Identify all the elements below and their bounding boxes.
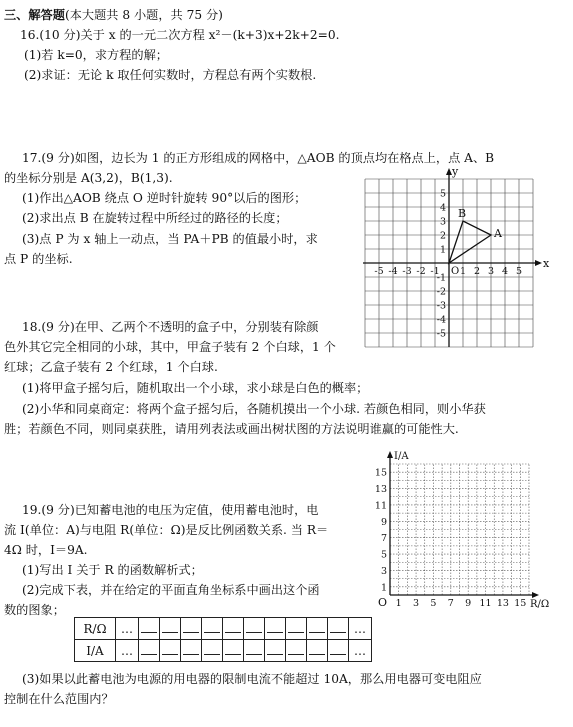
table-blank-cell[interactable] [328, 618, 349, 640]
table-blank-cell[interactable] [181, 640, 202, 662]
y-tick-label: -1 [436, 272, 446, 284]
q17-line4: (2)求出点 B 在旋转过程中所经过的路径的长度； [22, 211, 288, 225]
q19-y-axis-label: I/A [394, 451, 409, 462]
table-blank-cell[interactable] [328, 640, 349, 662]
table-blank-cell[interactable] [223, 618, 244, 640]
y-tick-label: 4 [439, 202, 446, 214]
triangle-aob [449, 221, 491, 263]
q19-x-axis-label: R/Ω [530, 599, 550, 610]
x-tick-label: 1 [459, 266, 467, 277]
y-tick-label: 7 [380, 533, 387, 545]
x-axis-arrow [535, 260, 542, 266]
table-ellipsis: … [116, 640, 139, 662]
table-ellipsis: … [116, 618, 139, 640]
q19-line8: 控制在什么范围内？ [4, 692, 114, 706]
x-tick-label: 9 [465, 598, 472, 609]
y-axis-arrow [387, 451, 393, 458]
q16-line3: (2)求证：无论 k 取任何实数时，方程总有两个实数根. [24, 68, 317, 82]
x-tick-label: 13 [496, 598, 509, 609]
section-note: (本大题共 8 小题，共 75 分) [64, 8, 223, 22]
q19-grid [390, 464, 529, 595]
x-tick-label: 5 [515, 266, 523, 277]
x-tick-label: -2 [416, 266, 426, 277]
q17-line5: (3)点 P 为 x 轴上一动点，当 PA＋PB 的值最小时，求 [22, 232, 318, 246]
y-tick-label: 3 [439, 216, 446, 228]
q19-line2: 流 I(单位：A)与电阻 R(单位：Ω)是反比例函数关系. 当 R＝ [4, 523, 329, 537]
q17-line1: 17.(9 分)如图，边长为 1 的正方形组成的网格中，△AOB 的顶点均在格点上，点 A、B [22, 151, 495, 165]
table-blank-cell[interactable] [223, 640, 244, 662]
y-tick-label: 1 [439, 244, 446, 256]
table-blank-cell[interactable] [286, 618, 307, 640]
q17-line2: 的坐标分别是 A(3,2)，B(1,3). [4, 171, 173, 185]
q19-axes [387, 451, 539, 598]
table-blank-cell[interactable] [160, 640, 181, 662]
q19-line3: 4Ω 时，I＝9A. [4, 543, 88, 557]
x-tick-label: 2 [473, 266, 481, 277]
x-tick-label: -5 [374, 266, 384, 277]
q17-origin-label: O [451, 266, 460, 277]
y-tick-label: 1 [380, 582, 387, 594]
x-tick-label: 3 [487, 266, 495, 277]
x-tick-label: 15 [514, 598, 527, 609]
q18-line3: 红球；乙盒子装有 2 个红球，1 个白球. [4, 360, 218, 374]
x-tick-label: -4 [388, 266, 398, 277]
table-blank-cell[interactable] [181, 618, 202, 640]
q19-line7: (3)如果以此蓄电池为电源的用电器的限制电流不能超过 10A，那么用电器可变电阻应 [22, 672, 482, 686]
x-tick-label: 1 [395, 598, 402, 609]
q16-line1: 16.(10 分)关于 x 的一元二次方程 x²－(k+3)x+2k+2=0. [20, 28, 340, 42]
q17-line6: 点 P 的坐标. [4, 252, 73, 266]
y-tick-label: -3 [436, 300, 446, 312]
table-blank-cell[interactable] [139, 618, 160, 640]
q17-axes [363, 168, 542, 347]
table-header-r: R/Ω [75, 618, 116, 640]
table-row [75, 640, 372, 662]
y-tick-label: -4 [436, 314, 446, 326]
table-blank-cell[interactable] [244, 640, 265, 662]
table-ellipsis: … [349, 618, 372, 640]
table-blank-cell[interactable] [202, 618, 223, 640]
point-b-label: B [458, 207, 467, 220]
table-blank-cell[interactable] [139, 640, 160, 662]
q18-line2: 色外其它完全相同的小球，其中，甲盒子装有 2 个白球，1 个 [4, 340, 336, 354]
y-tick-label: -2 [436, 286, 446, 298]
y-tick-label: 2 [439, 230, 446, 242]
y-tick-label: 5 [439, 188, 446, 200]
q18-line4: (1)将甲盒子摇匀后，随机取出一个小球，求小球是白色的概率； [22, 381, 369, 395]
q19-origin-label: O [378, 596, 388, 609]
x-tick-label: -3 [402, 266, 412, 277]
y-tick-label: 3 [380, 565, 387, 577]
y-tick-label: 9 [380, 516, 387, 528]
q19-graph-paper [368, 451, 550, 615]
y-tick-label: 15 [374, 467, 387, 479]
table-blank-cell[interactable] [202, 640, 223, 662]
table-blank-cell[interactable] [160, 618, 181, 640]
table-blank-cell[interactable] [265, 640, 286, 662]
x-tick-label: 3 [413, 598, 420, 609]
table-header-i: I/A [75, 640, 116, 662]
q19-line6: 数的图象； [4, 603, 65, 617]
x-tick-label: 11 [479, 598, 492, 609]
table-blank-cell[interactable] [286, 640, 307, 662]
q19-value-table [74, 617, 372, 662]
q16-line2: (1)若 k=0，求方程的解； [24, 48, 168, 62]
q19-line4: (1)写出 I 关于 R 的函数解析式； [22, 563, 203, 577]
q18-line1: 18.(9 分)在甲、乙两个不透明的盒子中，分别装有除颜 [22, 320, 319, 334]
y-tick-label: 5 [380, 549, 387, 561]
table-ellipsis: … [349, 640, 372, 662]
q19-line5: (2)完成下表，并在给定的平面直角坐标系中画出这个函 [22, 583, 320, 597]
table-blank-cell[interactable] [244, 618, 265, 640]
q17-y-axis-label: y [452, 165, 459, 178]
q18-line5: (2)小华和同桌商定：将两个盒子摇匀后，各随机摸出一个小球. 若颜色相同，则小华获 [22, 402, 486, 416]
q17-coordinate-figure [365, 165, 550, 346]
table-blank-cell[interactable] [307, 618, 328, 640]
x-axis-arrow [532, 592, 539, 598]
x-tick-label: 4 [501, 266, 509, 277]
table-blank-cell[interactable] [265, 618, 286, 640]
x-tick-label: -1 [430, 266, 440, 277]
y-tick-label: -5 [436, 328, 446, 340]
x-tick-label: 7 [447, 598, 454, 609]
point-a-label: A [494, 227, 502, 240]
q17-line3: (1)作出△AOB 绕点 O 逆时针旋转 90°以后的图形； [22, 191, 307, 205]
q18-line6: 胜；若颜色不同，则同桌获胜，请用列表法或画出树状图的方法说明谁赢的可能性大. [4, 422, 459, 436]
section-title: 三、解答题 [4, 8, 65, 22]
q19-line1: 19.(9 分)已知蓄电池的电压为定值，使用蓄电池时，电 [22, 503, 319, 517]
section-header [4, 7, 223, 23]
q17-x-axis-label: x [543, 257, 550, 270]
table-row [75, 618, 372, 640]
y-tick-label: 11 [374, 500, 387, 512]
x-tick-label: 5 [430, 598, 437, 609]
y-tick-label: 13 [374, 484, 387, 496]
table-blank-cell[interactable] [307, 640, 328, 662]
